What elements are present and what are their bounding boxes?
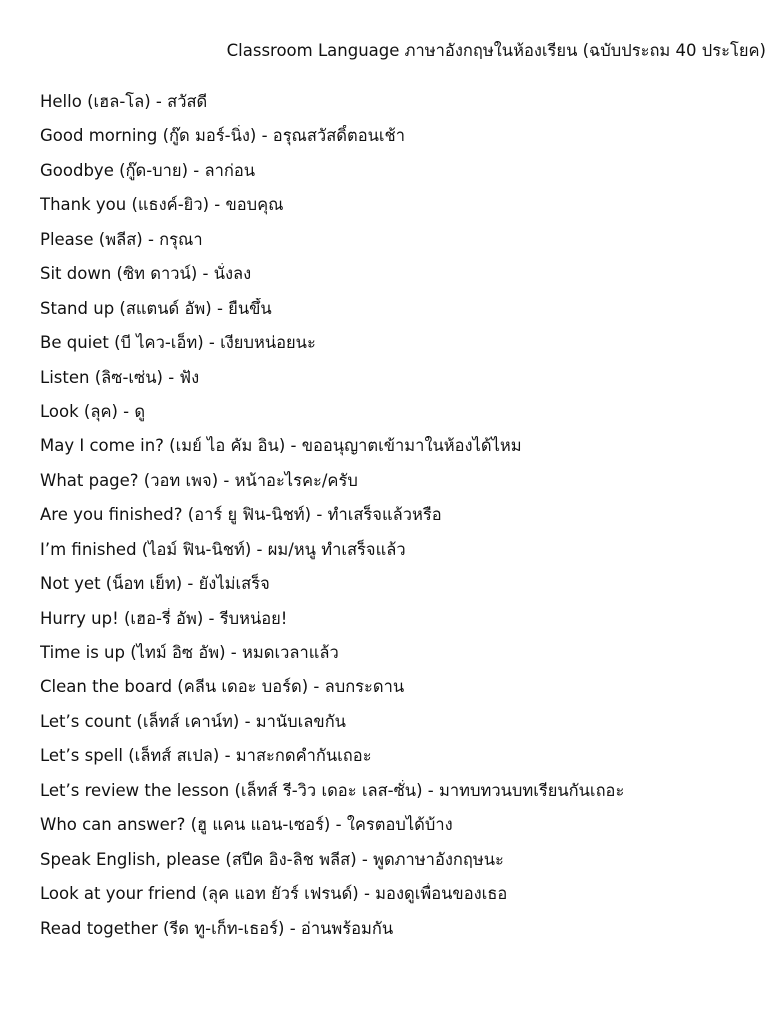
phrase-list	[40, 91, 760, 952]
phrase-item: Look at your friend (ลุค แอท ยัวร์ เฟรนด์) - มองดูเพื่อนของเธอ	[40, 884, 508, 904]
phrase-item: Be quiet (บี ไคว-เอ็ท) - เงียบหน่อยนะ	[40, 333, 316, 353]
phrase-item: Hello (เฮล-โล) - สวัสดี	[40, 92, 208, 111]
phrase-item: Clean the board (คลีน เดอะ บอร์ด) - ลบกระดาน	[40, 677, 405, 697]
phrase-item: Read together (รีด ทู-เก็ท-เธอร์) - อ่านพร้อมกัน	[40, 918, 394, 938]
phrase-item: Sit down (ซิท ดาวน์) - นั่งลง	[40, 264, 252, 284]
phrase-item: Look (ลุค) - ดู	[40, 401, 146, 421]
phrase-item: Please (พลีส) - กรุณา	[40, 229, 203, 249]
phrase-item: Stand up (สแตนด์ อัพ) - ยืนขึ้น	[40, 298, 272, 318]
phrase-item: May I come in? (เมย์ ไอ คัม อิน) - ขออนุญาตเข้ามาในห้องได้ไหม	[40, 436, 522, 456]
phrase-item: I’m finished (ไอม์ ฟิน-นิชท์) - ผม/หนู ทำเสร็จแล้ว	[40, 539, 406, 559]
phrase-item: Listen (ลิซ-เซ่น) - ฟัง	[40, 367, 200, 387]
phrase-item: Let’s spell (เล็ทส์ สเปล) - มาสะกดคำกันเถอะ	[40, 746, 372, 766]
phrase-item: Thank you (แธงค์-ยิว) - ขอบคุณ	[40, 195, 284, 215]
phrase-item: Who can answer? (ฮู แคน แอน-เซอร์) - ใครตอบได้บ้าง	[40, 815, 453, 835]
phrase-item: Time is up (ไทม์ อิซ อัพ) - หมดเวลาแล้ว	[40, 643, 339, 662]
phrase-item: Are you finished? (อาร์ ยู ฟิน-นิชท์) - ทำเสร็จแล้วหรือ	[40, 505, 442, 525]
phrase-item: Let’s count (เล็ทส์ เคาน์ท) - มานับเลขกัน	[40, 711, 346, 731]
phrase-item: Good morning (กู๊ด มอร์-นิ่ง) - อรุณสวัสดิ์ตอนเช้า	[40, 126, 405, 146]
phrase-item: What page? (วอท เพจ) - หน้าอะไรคะ/ครับ	[40, 470, 358, 490]
phrase-item: Speak English, please (สปีค อิง-ลิช พลีส) - พูดภาษาอังกฤษนะ	[40, 849, 504, 869]
document-title: Classroom Language ภาษาอังกฤษในห้องเรียน (ฉบับประถม 40 ประโยค)	[226, 41, 766, 60]
phrase-item: Hurry up! (เฮอ-รี่ อัพ) - รีบหน่อย!	[40, 608, 288, 628]
phrase-item: Let’s review the lesson (เล็ทส์ รี-วิว เดอะ เลส-ซั่น) - มาทบทวนบทเรียนกันเถอะ	[40, 780, 625, 800]
phrase-item: Not yet (น็อท เย็ท) - ยังไม่เสร็จ	[40, 574, 270, 594]
phrase-item: Goodbye (กู๊ด-บาย) - ลาก่อน	[40, 160, 256, 180]
